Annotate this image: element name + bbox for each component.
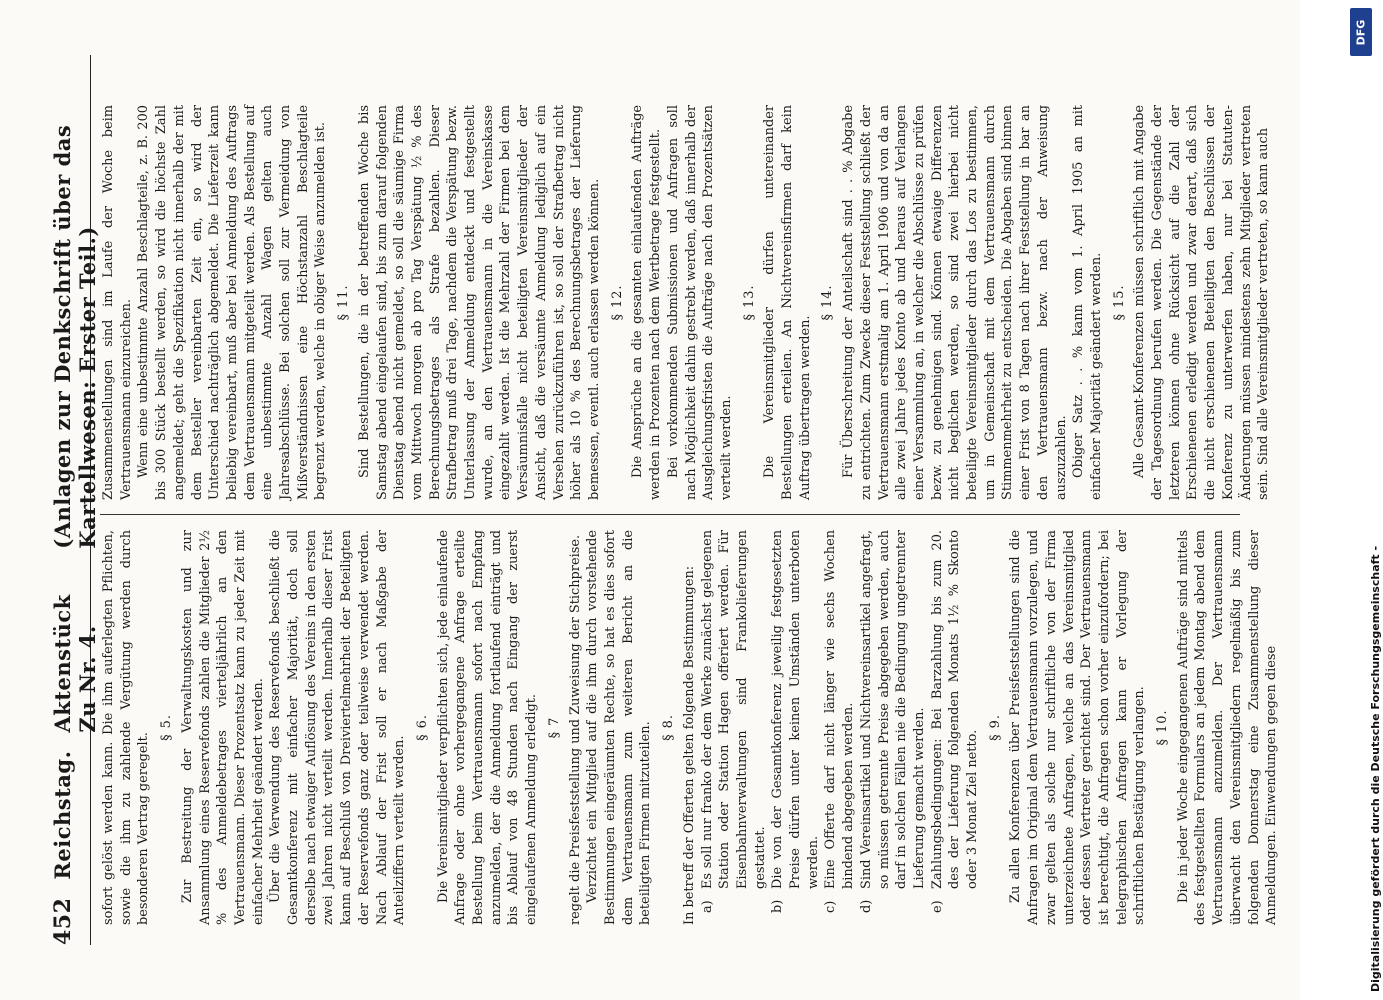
list-item-marker: c) (823, 900, 839, 913)
paragraph: Die in jeder Woche eingegangenen Aufträge sind mittels des festgestellten Formulars an jedem Montag abend dem Vertrauensmann anzumelden. Der Vertrauensmann überwacht den Vereinsmitgliedern regelmäßig bis zum folgenden Donnerstag eine Zusammenstellung dieser Anmeldungen. Einwendungen gegen diese (1175, 530, 1280, 925)
credit-text: Digitalisierung gefördert durch die Deutsche Forschungsgemeinschaft - (1369, 545, 1382, 992)
page-header (50, 55, 100, 945)
section-heading: § 10. (1155, 709, 1171, 746)
section-heading: § 15. (1111, 284, 1127, 321)
list-item-text: Zahlungsbedingungen: Bei Barzahlung bis zum 20. des der Lieferung folgenden Monats 1½ % Skonto oder 3 Monat Ziel netto. (929, 530, 981, 889)
paragraph: Sind Bestellungen, die in der betreffenden Woche bis Samstag abend eingelaufen sind, bis zum darauf folgenden Dienstag abend nicht gemeldet, so soll die säumige Firma vom Mittwoch morgen ab pro Tag Verspätung ½ % des Berechnungsbetrages als Strafe bezahlen. Dieser Strafbetrag muß drei Tage, nachdem die Verspätung bezw. Unterlassung der Anmeldung entdeckt und festgestellt wurde, an den Vertrauensmann in die Vereinskasse eingezahlt werden. Ist die Mehrzahl der Firmen bei dem Versäumnisfalle nicht beteiligten Vereinsmitglieder der Ansicht, daß die versäumte Anmeldung lediglich auf ein Versehen zurückzuführen ist, so soll der Strafbetrag nicht höher als 10 % des Berechnungsbetrages der Lieferung bemessen, eventl. auch erlassen werden können. (356, 105, 602, 500)
paragraph: Zusammenstellungen sind im Laufe der Woche beim Vertrauensmann einzureichen. (101, 105, 134, 500)
list-item-text: Es soll nur franko der dem Werke zunächst gelegenen Station oder Station Hagen offeriert werden. Für Eisenbahnverwaltungen sind Frankolieferungen gestattet. (699, 530, 768, 889)
list-item (858, 530, 929, 925)
header-left-title: Reichstag. (50, 750, 75, 880)
list-item-text: Die von der Gesamtkonferenz jeweilig festgesetzten Preise dürfen unter keinen Umständen unterboten werden. (770, 530, 821, 889)
paragraph: Obiger Satz . . % kann vom 1. April 1905 an mit einfacher Majorität geändert werden. (1071, 105, 1104, 500)
header-subtitle: (Anlagen zur Denkschrift über das Kartellwesen: Erster Teil.) (50, 124, 100, 549)
paragraph: Die Vereinsmitglieder verpflichten sich, jede einlaufende Anfrage oder ohne vorhergegangene Anfrage erteilte Bestellung beim Vertrauensmann sofort nach Empfang anzumelden, der die Anmeldung fortlaufend einträgt und bis Ablauf von 48 Stunden nach Eingang der zuerst eingelaufenen Anmeldung erledigt. (435, 530, 540, 925)
paragraph: Verzichtet ein Mitglied auf die ihm durch vorstehende Bestimmungen eingeräumten Rechte, so hat es dies sofort dem Vertrauensmann zum weiteren Bericht an die beteiligten Firmen mitzuteilen. (585, 530, 654, 925)
paragraph: Die Vereinsmitglieder dürfen untereinander Bestellungen erteilen. An Nichtvereinsfirmen darf kein Auftrag übertragen werden. (762, 105, 813, 500)
paragraph: Alle Gesamt-Konferenzen müssen schriftlich mit Angabe der Tagesordnung berufen werden. Die Gegenstände der letzteren können ohne Rücksicht auf die Zahl der Erschienenen erledigt werden und zwar derart, daß sich die nicht erschienenen Beteiligten den Beschlüssen der Konferenz zu unterwerfen haben, nur bei Statuten-Änderungen müssen mindestens zehn Mitglieder vertreten sein. Sind alle Vereinsmitglieder vertreten, so kann auch (1132, 105, 1272, 500)
section-heading: § 12. (609, 284, 625, 321)
section-heading: § 6. (414, 714, 430, 741)
list-item-text: Sind Vereinsartikel und Nichtvereinsartikel angefragt, so müssen getrennte Preise abgegeben werden, auch darf in solchen Fällen nie die Bedingung ungetrennter Lieferung gemacht werden. (858, 530, 927, 889)
page-number: 452 (50, 897, 76, 945)
left-column (100, 530, 1280, 925)
dfg-logo-badge (1350, 8, 1372, 56)
list-item-marker: b) (770, 899, 786, 913)
dfg-badge-text: DFG (1354, 19, 1368, 45)
section-heading: § 11. (336, 284, 352, 321)
right-column (100, 105, 1272, 500)
paragraph: Über die Verwendung des Reservefonds beschließt die Gesamtkonferenz mit einfacher Majorität, doch soll derselbe nach etwaiger Auflösung des Vereins in den ersten zwei Jahren nicht verteilt werden. Innerhalb dieser Frist kann auf Beschluß von Dreiviertelmehrheit der Beteiligten der Reservefonds ganz oder teilweise verwendet werden. Nach Ablauf der Frist soll er nach Maßgabe der Anteilziffern verteilt werden. (268, 530, 408, 925)
section-heading: § 13. (741, 284, 757, 321)
list-item (822, 530, 857, 925)
paragraph: In betreff der Offerten gelten folgende Bestimmungen: (681, 565, 697, 925)
paragraph: Zu allen Konferenzen über Preisfeststellungen sind die Anfragen im Original dem Vertrauensmann vorzulegen, und zwar gelten als solche nur schriftliche von der Firma unterzeichnete Anfragen, welche an das Vereinsmitglied oder dessen Vertreter gerichtet sind. Der Vertrauensmann ist berechtigt, die Anfragen schon vorher einzufordern; bei telegraphischen Anfragen kann er Vorlegung der schriftlichen Bestätigung verlangen. (1008, 530, 1148, 925)
section-heading: § 8. (661, 714, 677, 741)
section-heading: § 14. (820, 284, 836, 321)
enumerated-list (699, 530, 982, 925)
list-item-text: Eine Offerte darf nicht länger wie sechs Wochen bindend abgegeben werden. (823, 530, 857, 889)
list-item-marker: d) (858, 899, 874, 913)
paragraph: sofort gelöst werden kann. Die ihm auferlegten Pflichten, sowie die ihm zu zahlende Vergütung werden durch besonderen Vertrag geregelt. (101, 530, 152, 925)
digitization-credit (1347, 8, 1382, 992)
paragraph: Wenn eine unbestimmte Anzahl Beschlagteile, z. B. 200 bis 300 Stück bestellt werden, so wird die höchste Zahl angemeldet; geht die Spezifikation nicht innerhalb der mit dem Besteller vereinbarten Zeit ein, so wird der Unterschied nachträglich abgemeldet. Die Lieferzeit kann beliebig vereinbart, muß aber bei Anmeldung des Auftrags dem Vertrauensmann mitgeteilt werden. Als Bestellung auf eine unbestimmte Anzahl Wagen gelten auch Jahresabschlüsse. Bei solchen soll zur Vermeidung von Mißverständnissen eine Höchstanzahl Beschlagteile begrenzt werden, welche in obiger Weise anzumelden ist. (136, 105, 329, 500)
section-heading: § 5. (159, 714, 175, 741)
paragraph: Bei vorkommenden Submissionen und Anfragen soll nach Möglichkeit dahin gestrebt werden, daß innerhalb der Ausgleichungsfristen die Aufträge nach den Prozentsätzen verteilt werden. (665, 105, 734, 500)
column-divider (100, 514, 1240, 515)
list-item (929, 530, 982, 925)
paragraph: regelt die Preisfeststellung und Zuweisung der Stichpreise. (567, 534, 583, 925)
section-heading: § 7 (546, 716, 562, 739)
list-item-marker: a) (699, 900, 715, 913)
header-main-title: Aktenstück Zu Nr. 4. (50, 594, 100, 733)
paragraph: Für Überschreitung der Anteilschaft sind . . % Abgabe zu entrichten. Zum Zwecke dieser Feststellung schließt der Vertrauensmann erstmalig am 1. April 1906 und von da an alle zwei Jahre jedes Konto ab und heraus auf Verlangen einer Versammlung an, in welcher die Abschlüsse zu prüfen bezw. zu genehmigen sind. Können etwaige Differenzen nicht beglichen werden, so sind zwei hierbei nicht beteiligte Vereinsmitglieder durch das Los zu bestimmen, um in Gemeinschaft mit dem Vertrauensmann durch Stimmenmehrheit zu entscheiden. Die Abgaben sind binnen einer Frist von 8 Tagen nach ihrer Feststellung in bar an den Vertrauensmann bezw. nach der Anweisung auszuzahlen. (841, 105, 1069, 500)
paragraph: Die Ansprüche an die gesamten einlaufenden Aufträge werden in Prozenten nach dem Wertbetrage festgestellt. (630, 105, 664, 500)
paragraph: Zur Bestreitung der Verwaltungskosten und zur Ansammlung eines Reservefonds zahlen die Mitglieder 2½ % des Anmeldebetrages vierteljährlich an den Vertrauensmann. Dieser Prozentsatz kann zu jeder Zeit mit einfacher Mehrheit geändert werden. (179, 530, 266, 925)
list-item (769, 530, 822, 925)
list-item (699, 530, 770, 925)
section-heading: § 9. (987, 714, 1003, 741)
list-item-marker: e) (929, 900, 945, 913)
